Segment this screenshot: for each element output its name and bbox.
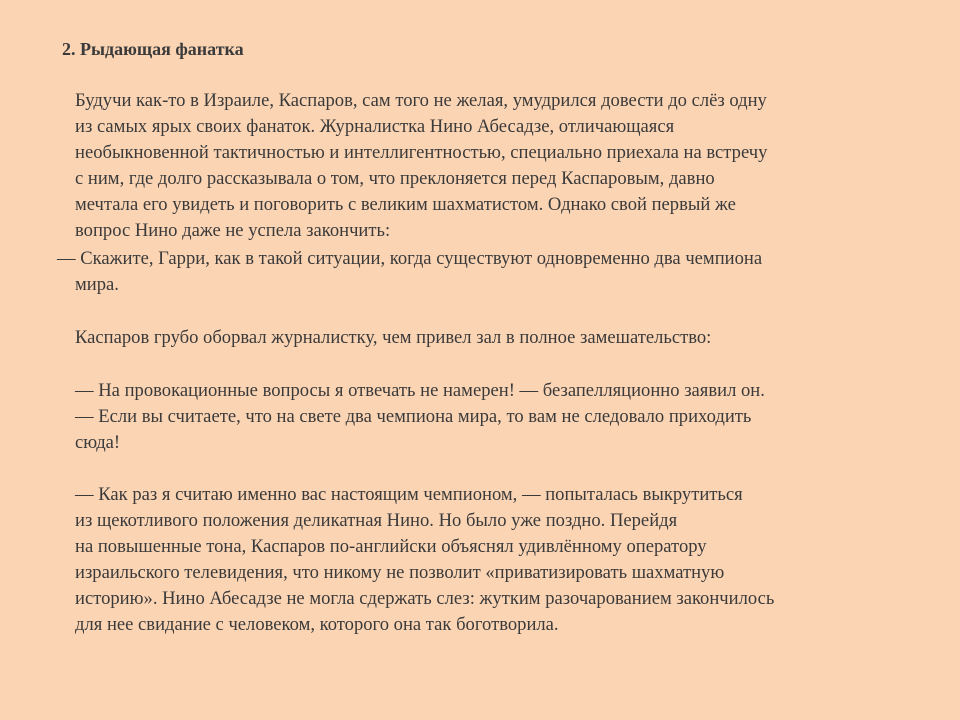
text-line: сюда! bbox=[75, 432, 121, 453]
text-line: — Скажите, Гарри, как в такой ситуации, когда существуют одновременно два чемпиона bbox=[57, 248, 763, 269]
text-line: из щекотливого положения деликатная Нино. Но было уже поздно. Перейдя bbox=[75, 510, 678, 531]
text-line: на повышенные тона, Каспаров по-английски объяснял удивлённому оператору bbox=[75, 536, 707, 557]
text-line: израильского телевидения, что никому не позволит «приватизировать шахматную bbox=[75, 562, 725, 583]
text-line: — Как раз я считаю именно вас настоящим чемпионом, — попыталась выкрутиться bbox=[75, 484, 743, 505]
text-line: с ним, где долго рассказывала о том, что преклоняется перед Каспаровым, давно bbox=[75, 168, 715, 189]
text-line: Каспаров грубо оборвал журналистку, чем привел зал в полное замешательство: bbox=[75, 327, 712, 348]
text-line: необыкновенной тактичностью и интеллигентностью, специально приехала на встречу bbox=[75, 142, 768, 163]
text-line: из самых ярых своих фанаток. Журналистка Нино Абесадзе, отличающаяся bbox=[75, 116, 675, 137]
section-heading: 2. Рыдающая фанатка bbox=[62, 39, 244, 59]
text-line: историю». Нино Абесадзе не могла сдержать слез: жутким разочарованием закончилось bbox=[75, 588, 775, 609]
text-line: для нее свидание с человеком, которого она так боготворила. bbox=[75, 614, 559, 635]
text-line: мечтала его увидеть и поговорить с великим шахматистом. Однако свой первый же bbox=[75, 194, 736, 215]
text-line: Будучи как-то в Израиле, Каспаров, сам того не желая, умудрился довести до слёз одну bbox=[75, 90, 767, 111]
text-line: — Если вы считаете, что на свете два чемпиона мира, то вам не следовало приходить bbox=[75, 406, 752, 427]
text-line: вопрос Нино даже не успела закончить: bbox=[75, 220, 391, 241]
text-line: — На провокационные вопросы я отвечать не намерен! — безапелляционно заявил он. bbox=[75, 380, 765, 401]
text-line: мира. bbox=[75, 274, 119, 295]
